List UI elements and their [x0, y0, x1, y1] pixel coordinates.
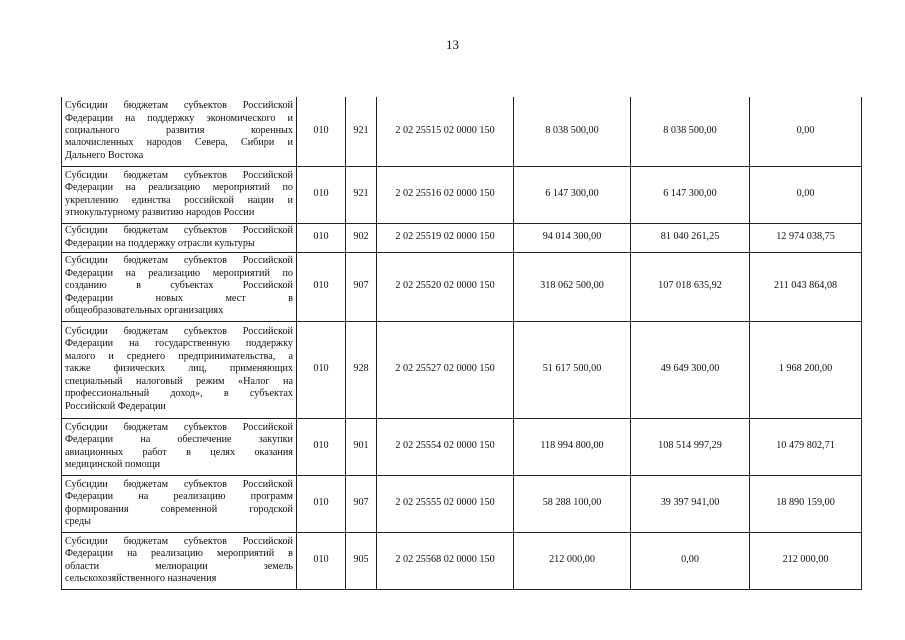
description-line: медицинской помощи: [65, 458, 161, 470]
remaining-amount: 212 000,00: [750, 532, 862, 589]
subsidies-table: [61, 97, 862, 590]
description-line: Федерации новых мест в: [65, 292, 293, 304]
planned-amount: 51 617 500,00: [514, 321, 631, 418]
description-line: Федерации на реализацию мероприятий в: [65, 548, 293, 560]
table-row: [62, 321, 862, 418]
table-row: [62, 223, 862, 252]
budget-classification-code: 2 02 25555 02 0000 150: [377, 475, 514, 532]
description-line: Субсидии бюджетам субъектов Российской: [65, 478, 293, 490]
section-code: 010: [297, 166, 346, 223]
planned-amount: 212 000,00: [514, 532, 631, 589]
admin-code: 907: [346, 252, 377, 321]
description-line: этнокультурному развитию народов России: [65, 206, 255, 218]
section-code: 010: [297, 418, 346, 475]
subsidy-description: [62, 97, 297, 166]
table-row: [62, 252, 862, 321]
admin-code: 905: [346, 532, 377, 589]
subsidy-description: [62, 223, 297, 252]
table-row: [62, 166, 862, 223]
admin-code: 901: [346, 418, 377, 475]
description-line: малочисленных народов Севера, Сибири и: [65, 137, 293, 149]
subsidy-description: [62, 418, 297, 475]
description-line: также физических лиц, применяющих: [65, 363, 293, 375]
subsidy-description: [62, 475, 297, 532]
budget-classification-code: 2 02 25554 02 0000 150: [377, 418, 514, 475]
executed-amount: 81 040 261,25: [631, 223, 750, 252]
budget-classification-code: 2 02 25516 02 0000 150: [377, 166, 514, 223]
description-line: Субсидии бюджетам субъектов Российской: [65, 169, 293, 181]
admin-code: 921: [346, 166, 377, 223]
description-line: малого и среднего предпринимательства, а: [65, 350, 293, 362]
description-line: формирования современной городской: [65, 503, 293, 515]
planned-amount: 318 062 500,00: [514, 252, 631, 321]
executed-amount: 39 397 941,00: [631, 475, 750, 532]
remaining-amount: 0,00: [750, 166, 862, 223]
executed-amount: 8 038 500,00: [631, 97, 750, 166]
planned-amount: 8 038 500,00: [514, 97, 631, 166]
remaining-amount: 12 974 038,75: [750, 223, 862, 252]
planned-amount: 94 014 300,00: [514, 223, 631, 252]
table-row: [62, 418, 862, 475]
description-line: среды: [65, 515, 92, 527]
subsidy-description: [62, 252, 297, 321]
description-line: Дальнего Востока: [65, 149, 144, 161]
description-line: Субсидии бюджетам субъектов Российской: [65, 225, 293, 237]
budget-classification-code: 2 02 25520 02 0000 150: [377, 252, 514, 321]
admin-code: 928: [346, 321, 377, 418]
section-code: 010: [297, 475, 346, 532]
description-line: сельскохозяйственного назначения: [65, 572, 217, 584]
subsidy-description: [62, 166, 297, 223]
description-line: Субсидии бюджетам субъектов Российской: [65, 421, 293, 433]
description-line: общеобразовательных организациях: [65, 305, 224, 317]
admin-code: 902: [346, 223, 377, 252]
planned-amount: 58 288 100,00: [514, 475, 631, 532]
description-line: Федерации на реализацию программ: [65, 491, 293, 503]
page-number: 13: [446, 37, 459, 52]
description-line: Субсидии бюджетам субъектов Российской: [65, 255, 293, 267]
executed-amount: 107 018 635,92: [631, 252, 750, 321]
budget-classification-code: 2 02 25568 02 0000 150: [377, 532, 514, 589]
planned-amount: 6 147 300,00: [514, 166, 631, 223]
section-code: 010: [297, 532, 346, 589]
subsidy-description: [62, 532, 297, 589]
section-code: 010: [297, 321, 346, 418]
description-line: Субсидии бюджетам субъектов Российской: [65, 326, 293, 338]
description-line: социального развития коренных: [65, 125, 293, 137]
executed-amount: 0,00: [631, 532, 750, 589]
section-code: 010: [297, 97, 346, 166]
subsidy-description: [62, 321, 297, 418]
description-line: авиационных работ в целях оказания: [65, 446, 293, 458]
description-line: Федерации на поддержку отрасли культуры: [65, 237, 255, 249]
remaining-amount: 10 479 802,71: [750, 418, 862, 475]
description-line: Федерации на обеспечение закупки: [65, 434, 293, 446]
section-code: 010: [297, 252, 346, 321]
budget-classification-code: 2 02 25527 02 0000 150: [377, 321, 514, 418]
description-line: Субсидии бюджетам субъектов Российской: [65, 535, 293, 547]
description-line: Российской Федерации: [65, 400, 166, 412]
admin-code: 921: [346, 97, 377, 166]
section-code: 010: [297, 223, 346, 252]
admin-code: 907: [346, 475, 377, 532]
description-line: Федерации на государственную поддержку: [65, 338, 293, 350]
remaining-amount: 1 968 200,00: [750, 321, 862, 418]
executed-amount: 6 147 300,00: [631, 166, 750, 223]
description-line: профессиональный доход», в субъектах: [65, 388, 293, 400]
description-line: специальный налоговый режим «Налог на: [65, 375, 293, 387]
planned-amount: 118 994 800,00: [514, 418, 631, 475]
description-line: области мелиорации земель: [65, 560, 293, 572]
table-row: [62, 97, 862, 166]
description-line: Субсидии бюджетам субъектов Российской: [65, 100, 293, 112]
description-line: Федерации на поддержку экономического и: [65, 112, 293, 124]
remaining-amount: 18 890 159,00: [750, 475, 862, 532]
description-line: Федерации на реализацию мероприятий по: [65, 182, 293, 194]
remaining-amount: 211 043 864,08: [750, 252, 862, 321]
budget-classification-code: 2 02 25515 02 0000 150: [377, 97, 514, 166]
table-row: [62, 532, 862, 589]
executed-amount: 49 649 300,00: [631, 321, 750, 418]
budget-classification-code: 2 02 25519 02 0000 150: [377, 223, 514, 252]
description-line: созданию в субъектах Российской: [65, 280, 293, 292]
description-line: укреплению единства российской нации и: [65, 194, 293, 206]
description-line: Федерации на реализацию мероприятий по: [65, 267, 293, 279]
executed-amount: 108 514 997,29: [631, 418, 750, 475]
table-row: [62, 475, 862, 532]
remaining-amount: 0,00: [750, 97, 862, 166]
